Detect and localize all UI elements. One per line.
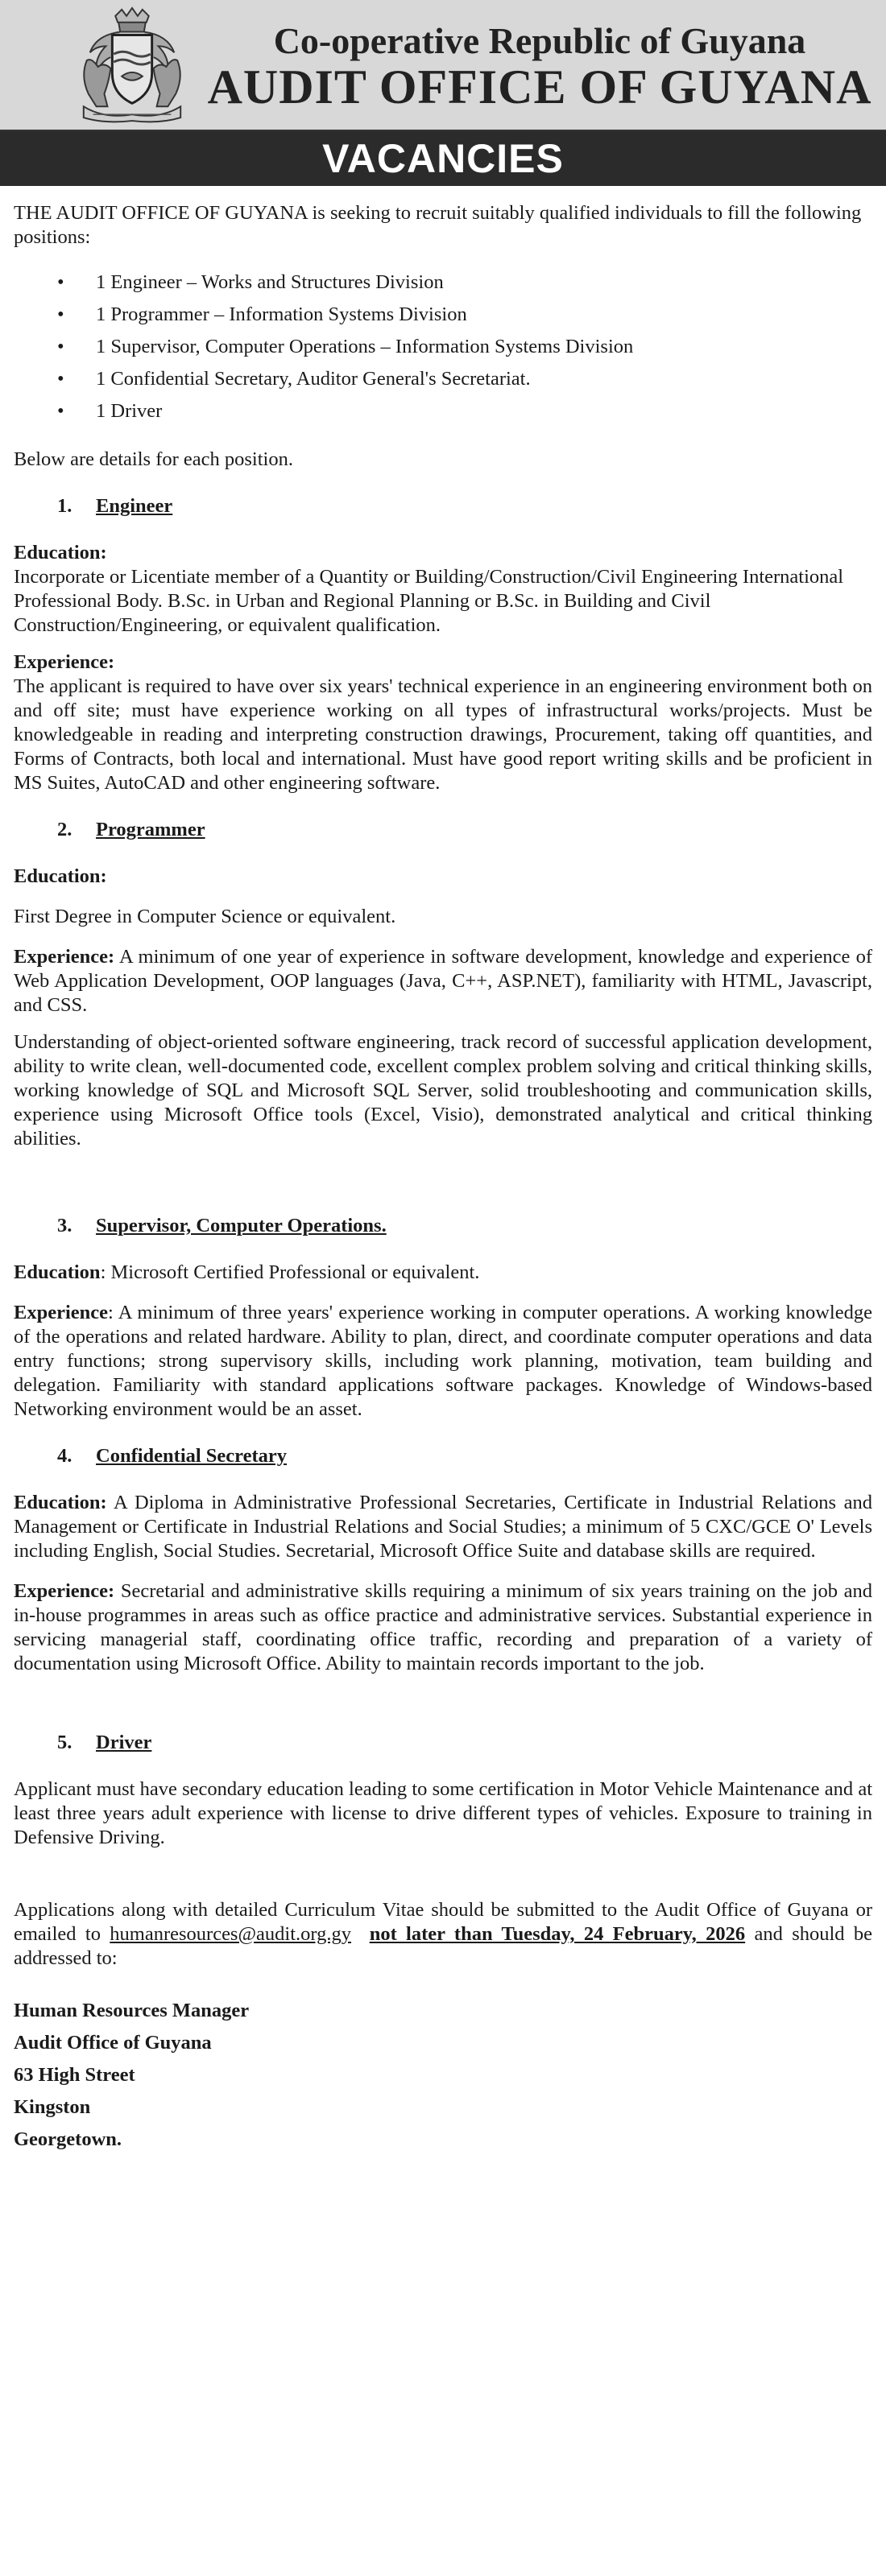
section-title: Confidential Secretary <box>96 1445 288 1467</box>
address-line: Georgetown. <box>14 2128 122 2150</box>
section-number: 4. <box>57 1445 72 1467</box>
experience-text: The applicant is required to have over six years' technical experience in an engineering environment both on and off site; must have experience working on all types of infrastructural works/projects. Must be knowledgeable in reading and interpreting construction drawings, Procurement, taking off quantities, and Forms of Contracts, both local and international. Must have good report writing skills and be proficient in MS Suites, AutoCAD and other engineering software. <box>14 675 872 794</box>
application-text: Applications along with detailed Curriculum Vitae should be submitted to the Audit Office of Guyana or emailed to <box>14 1899 872 1945</box>
position-label: 1 Programmer – Information Systems Division <box>96 303 467 325</box>
address-line: Kingston <box>14 2096 91 2118</box>
section-heading-programmer <box>57 818 872 842</box>
section-heading-secretary <box>57 1444 872 1468</box>
position-item <box>57 367 872 399</box>
intro-text: THE AUDIT OFFICE OF GUYANA is seeking to recruit suitably qualified individuals to fill the following positions: <box>14 202 862 248</box>
section-title: Supervisor, Computer Operations. <box>96 1215 387 1236</box>
content <box>14 201 872 2156</box>
application-text-end: and should be addressed to: <box>14 1923 872 1969</box>
education-label: Education: <box>14 542 107 564</box>
section-heading-supervisor <box>57 1214 872 1238</box>
section-heading-driver <box>57 1731 872 1755</box>
education-label: Education: <box>14 1492 107 1513</box>
email-link[interactable]: humanresources@audit.org.gy <box>110 1923 351 1945</box>
positions-list <box>14 270 872 431</box>
experience-text: : A minimum of three years' experience working in computer operations. A working knowledge of the operations and related hardware. Ability to plan, direct, and coordinate computer operations and data entry functions; strong supervisory skills, including work planning, motivation, team building and delegation. Familiarity with standard applications software packages. Knowledge of Windows-based Networking environment would be an asset. <box>14 1302 872 1420</box>
section-number: 1. <box>57 495 72 517</box>
experience-label: Experience <box>14 1302 109 1323</box>
section-title: Engineer <box>96 495 173 517</box>
experience-label: Experience: <box>14 1580 115 1602</box>
experience-label: Experience: <box>14 651 115 673</box>
education-paragraph <box>14 1261 872 1285</box>
experience-text: Secretarial and administrative skills requiring a minimum of six years training on the job and in-house programmes in areas such as office practice and administrative services. Substantial experience in servicing managerial staff, coordinating office traffic, recording and preparation of a variety of documentation using Microsoft Office. Ability to maintain records important to the job. <box>14 1580 872 1674</box>
section-title: Programmer <box>96 819 205 840</box>
section-number: 2. <box>57 819 72 840</box>
application-instructions <box>14 1898 872 1971</box>
experience-paragraph <box>14 1301 872 1422</box>
education-text: : Microsoft Certified Professional or equivalent. <box>100 1261 480 1283</box>
bullet-icon: • <box>57 303 64 325</box>
education-label: Education: <box>14 865 107 887</box>
section-number: 3. <box>57 1215 72 1236</box>
skills-text: Understanding of object-oriented software engineering, track record of successful application development, ability to write clean, well-documented code, excellent complex problem solving and critical thinking skills, working knowledge of SQL and Microsoft SQL Server, solid troubleshooting and communication skills, experience using Microsoft Office tools (Excel, Visio), demonstrated analytical and critical thinking abilities. <box>14 1031 872 1150</box>
bullet-icon: • <box>57 368 64 390</box>
position-item <box>57 270 872 303</box>
education-text: A Diploma in Administrative Professional Secretaries, Certificate in Industrial Relations and Management or Certificate in Industrial Relations and Social Studies; a minimum of 5 CXC/GCE O' Levels including English, Social Studies. Secretarial, Microsoft Office Suite and database skills are required. <box>14 1492 872 1562</box>
guyana-coat-of-arms-icon <box>72 5 192 124</box>
education-label: Education <box>14 1261 101 1283</box>
experience-text: A minimum of one year of experience in software development, knowledge and experience of Web Application Development, OOP languages (Java, C++, ASP.NET), familiarity with HTML, Javascript, and CSS. <box>14 946 872 1016</box>
deadline-text: not later than Tuesday, 24 February, 2026 <box>369 1923 746 1945</box>
education-text: Incorporate or Licentiate member of a Quantity or Building/Construction/Civil Engineering International Professional Body. B.Sc. in Urban and Regional Planning or B.Sc. in Building and Civil Construction/Engineering, or equivalent qualification. <box>14 566 844 636</box>
bullet-icon: • <box>57 271 64 293</box>
education-text: First Degree in Computer Science or equivalent. <box>14 906 396 927</box>
bullet-icon: • <box>57 400 64 422</box>
address-line: Human Resources Manager <box>14 2000 250 2021</box>
mailing-address <box>14 1995 872 2156</box>
header <box>0 0 886 131</box>
position-item <box>57 335 872 367</box>
experience-paragraph <box>14 1579 872 1676</box>
position-item <box>57 399 872 431</box>
header-country: Co-operative Republic of Guyana <box>273 20 806 61</box>
position-label: 1 Confidential Secretary, Auditor General's Secretariat. <box>96 368 531 390</box>
education-paragraph <box>14 1491 872 1563</box>
section-number: 5. <box>57 1732 72 1753</box>
position-label: 1 Engineer – Works and Structures Division <box>96 271 444 293</box>
section-heading-engineer <box>57 494 872 518</box>
address-line: 63 High Street <box>14 2064 135 2086</box>
position-item <box>57 303 872 335</box>
position-label: 1 Supervisor, Computer Operations – Information Systems Division <box>96 336 634 357</box>
address-line: Audit Office of Guyana <box>14 2032 212 2054</box>
section-title: Driver <box>96 1732 152 1753</box>
driver-requirements: Applicant must have secondary education leading to some certification in Motor Vehicle Maintenance and at least three years adult experience with license to drive different types of vehicles. Exposure to training in Defensive Driving. <box>14 1778 872 1848</box>
details-intro: Below are details for each position. <box>14 448 293 470</box>
position-label: 1 Driver <box>96 400 163 422</box>
experience-paragraph <box>14 945 872 1018</box>
vacancies-banner: VACANCIES <box>0 131 886 186</box>
experience-label: Experience: <box>14 946 115 968</box>
bullet-icon: • <box>57 336 64 357</box>
header-organisation: AUDIT OFFICE OF GUYANA <box>207 60 872 114</box>
